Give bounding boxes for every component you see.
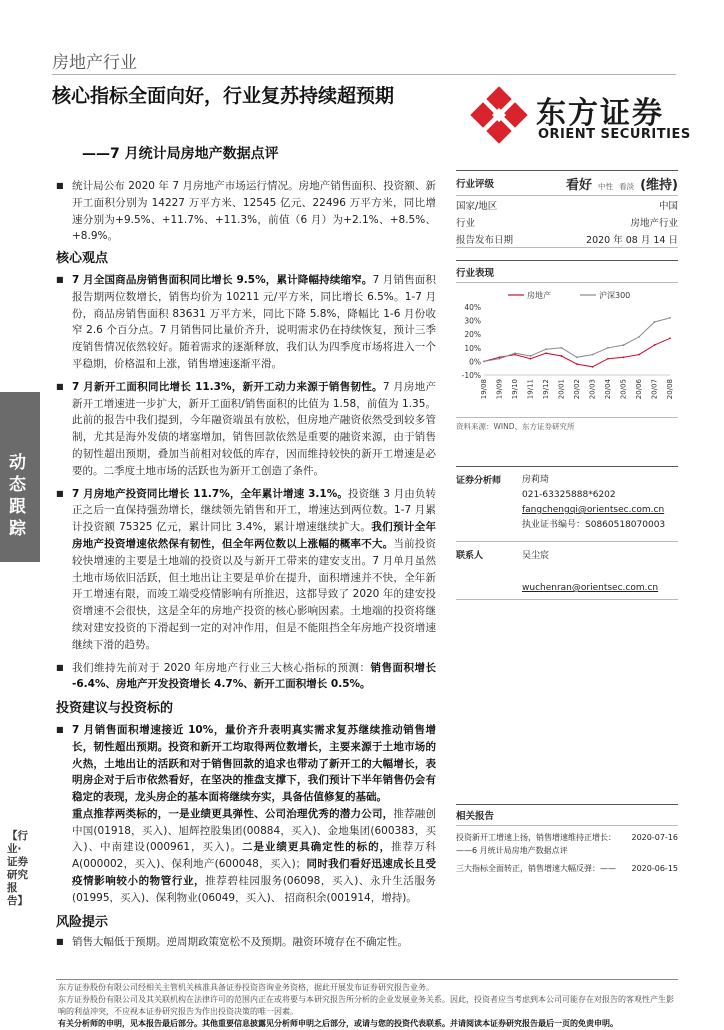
analyst-label: 证券分析师 (456, 476, 502, 486)
related-heading: 相关报告 (456, 811, 495, 822)
side-tab-dynamic: 动态跟踪 (9, 453, 26, 539)
x-tick-label: 20/02 (573, 379, 581, 400)
meta-value: 房地产行业 (630, 217, 678, 229)
y-tick-label: -10% (461, 371, 481, 380)
meta-row-region (456, 196, 678, 213)
related-item[interactable] (456, 831, 678, 857)
top-divider (52, 74, 676, 75)
analyst-email[interactable]: fangchengqi@orientsec.com.cn (522, 505, 665, 515)
perf-divider (456, 282, 678, 283)
data-point (623, 356, 625, 358)
contact-block (456, 548, 678, 593)
chart-source: 资料来源：WIND、东方证券研究所 (456, 422, 575, 431)
perf-heading: 行业表现 (456, 268, 495, 279)
main-column (56, 178, 436, 951)
invest-point-2: 重点推荐两类标的，一是业绩更具弹性、公司治理优秀的潜力公司，推荐融创中国(01918，买入)、旭辉控股集团(00884，买入)、金地集团(600383，买入)、中南建设(000961，买入)。二是业绩更具确定性的标的，推荐万科 A(000002，买入)、保利地产(600048，买入)；同时我们看好迅速成长且受疫情影响较小的物管行业，推荐碧桂园服务(06098，买入)、永升生活服务(01995，买入)、保利物业(06049，买入)、 招商积余(001914，增持)。 (72, 807, 437, 904)
risk-heading: 风险提示 (56, 914, 109, 930)
footer (58, 982, 678, 1030)
meta-value: 2020 年 08 月 14 日 (586, 234, 678, 246)
rating-row (456, 171, 678, 195)
data-point (545, 352, 547, 354)
x-tick-label: 19/12 (542, 379, 550, 400)
data-point (592, 366, 594, 368)
footer-line-1: 东方证券股份有限公司经相关主管机关核准具备证券投资咨询业务资格，据此开展发布证券研究报告业务。 (58, 983, 434, 992)
industry-performance-chart (456, 287, 678, 415)
data-point (669, 317, 671, 319)
data-point (669, 337, 671, 339)
rating-label: 行业评级 (456, 179, 495, 190)
core-point-4: ■ 我们维持先前对于 2020 年房地产行业三大核心指标的预测：销售面积增长 -6.4%、房地产开发投资增长 4.7%、新开工面积增长 0.5%。 (56, 660, 436, 694)
industry-label: 房地产行业 (52, 53, 137, 73)
data-point (545, 348, 547, 350)
data-point (530, 355, 532, 357)
y-tick-label: 40% (464, 303, 481, 312)
x-tick-label: 20/04 (604, 379, 612, 400)
data-point (654, 344, 656, 346)
related-top-rule (456, 804, 678, 805)
analyst-phone: 021-63325888*6202 (522, 490, 616, 500)
x-tick-label: 20/06 (635, 379, 643, 400)
x-tick-label: 20/07 (650, 379, 659, 400)
analyst-details (522, 473, 665, 533)
data-point (638, 354, 640, 356)
contact-name: 吴尘宸 (522, 551, 550, 561)
core-point-3: ■ 7 月房地产投资同比增长 11.7%，全年累计增速 3.1%。投资继 3 月由负转正之后一直保持强劲增长，继续领先销售和开工，增速达到两位数。1-7 月累计投资额 75325 亿元，累计同比 3.4%，累计增速继续扩大。我们预计全年房地产投资增速依然保有韧性，但全年两位数以上涨幅的概率不大。当前投资较快增速的主要是土地端的投资以及与新开工带来的建安支出。7 月单月虽然土地市场依旧活跃，但土地出让主要是单价在提升，面积增速并不快，全年新开工增速有限，而竣工端受疫情影响有所推迟，这都导致了 2020 年的建安投资增速不会很快，这是全年的房地产投资的核心影响因素。土地端的投资将继续对建安投资的下滑起到一定的对冲作用，但是不能阻挡全年房地产投资增速继续下滑的趋势。 (56, 486, 436, 654)
data-point (607, 358, 609, 360)
x-tick-label: 19/08 (480, 379, 488, 400)
footer-line-2: 东方证券股份有限公司及其关联机构在法律许可的范围内正在或将要与本研究报告所分析的企业发展业务关系。因此，投资者应当考虑到本公司可能存在对报告的客观性产生影响的利益冲突，不应视本证券研究报告为作出投资决策的唯一因素。 (58, 995, 674, 1016)
meta-key: 国家/地区 (456, 200, 498, 212)
orient-logo-icon (470, 86, 528, 144)
legend-label: 沪深300 (599, 291, 631, 300)
core-point-1: ■ 7 月全国商品房销售面积同比增长 9.5%，累计降幅持续缩窄。7 月销售面积报告期两位数增长，销售均价为 10211 元/平方米，同比增长 6.5%。1-7 月份，商品房销售面积 83631 万平方米，同比下降 5.8%，降幅比 1-6 月份收窄 2.6 个百分点。7 月销售同比量价齐升，说明需求仍在持续恢复，预计三季度销售情况依然较好。随着需求的逐渐释放，我们认为四季度市场将进入一个平稳期，价格温和上涨，销售增速逐渐平滑。 (56, 272, 436, 373)
core-point-2: ■ 7 月新开工面积同比增长 11.3%，新开工动力来源于销售韧性。7 月房地产新开工增速进一步扩大，新开工面积/销售面积的比值为 1.58，前值为 1.35。此前的报告中我们提到，今年融资端虽有放松，但房地产融资依然受到较多管制，尤其是海外发债的堵塞增加，销售回款依然是重要的融资来源，由于销售的韧性超出预期，叠加当前相对较低的库存，因而维持较快的新开工增速是必要的。二季度土地市场的活跃也为新开工创造了条件。 (56, 379, 436, 480)
meta-key: 行业 (456, 217, 476, 229)
legend-label: 房地产 (527, 291, 551, 300)
meta-divider (456, 247, 678, 248)
data-point (499, 358, 501, 360)
intro-paragraph: ■ 统计局公布 2020 年 7 月房地产市场运行情况。房地产销售面积、投资额、新开工面积分别为 14227 万平方米、12545 亿元、22496 万平方米，同比增速分别为+9.5%、+11.7%、+11.3%，前值（6 月）为+2.1%、+8.5%、+8.9%。 (56, 178, 436, 245)
data-point (607, 347, 609, 349)
x-tick-label: 19/11 (526, 379, 535, 400)
data-point (592, 354, 594, 356)
meta-value: 中国 (658, 200, 678, 212)
rating-negative: 看淡 (619, 181, 635, 191)
invest-point-1: ■ 7 月销售面积增速接近 10%，量价齐升表明真实需求复苏继续推动销售增长，韧性超出预期。投资和新开工均取得两位数增长，主要来源于土地市场的火热，土地出让的活跃和对于销售回款的追求也带动了新开工的大幅增长，表明房企对于后市依然看好，在坚决的推盘支撑下，我们预计下半年销售仍会有稳定的表现，龙头房企的基本面将继续夯实，具备估值修复的基础。 (56, 722, 436, 806)
core-heading: 核心观点 (56, 251, 109, 267)
series-line (484, 338, 670, 367)
report-subtitle: ——7 月统计局房地产数据点评 (82, 146, 279, 162)
related-title: 投资新开工增速上扬，销售增速维持正增长：——6 月统计局房地产数据点评 (456, 833, 616, 855)
data-point (483, 361, 485, 363)
x-tick-label: 20/03 (588, 379, 597, 400)
rating-positive: 看好 (566, 177, 593, 193)
analyst-license: 执业证书编号：S0860518070003 (522, 520, 666, 530)
contact-email[interactable]: wuchenran@orientsec.com.cn (522, 583, 659, 593)
contact-label: 联系人 (456, 551, 484, 561)
analyst-name: 房莉琦 (522, 475, 550, 485)
y-tick-label: 0% (469, 357, 481, 367)
logo-chinese-name: 东方证券 (536, 96, 664, 131)
rating-status: (维持) (640, 177, 678, 193)
meta-row-industry (456, 213, 678, 230)
x-tick-label: 19/10 (511, 379, 519, 400)
footer-rule (56, 979, 678, 980)
data-point (654, 321, 656, 323)
x-tick-label: 19/09 (495, 379, 504, 400)
related-item[interactable] (456, 862, 678, 875)
contact-details (522, 548, 658, 593)
data-point (623, 344, 625, 346)
logo-english-name: ORIENT SECURITIES (538, 127, 691, 142)
data-point (561, 355, 563, 357)
analyst-block (456, 473, 678, 533)
y-tick-label: 30% (464, 316, 481, 326)
x-tick-label: 20/01 (557, 379, 566, 400)
data-point (576, 363, 578, 365)
analyst-top-rule (456, 466, 678, 467)
related-date: 2020-07-16 (631, 833, 678, 842)
data-point (530, 358, 532, 360)
rating-values (566, 174, 678, 193)
contact-divider (456, 541, 678, 542)
chart-bottom-rule (456, 417, 678, 418)
footer-line-3: 有关分析师的申明，见本报告最后部分。其他重要信息披露见分析师申明之后部分，或请与您的投资代表联系。并请阅读本证券研究报告最后一页的免责申明。 (58, 1019, 618, 1028)
x-tick-label: 20/05 (619, 379, 628, 400)
data-point (514, 352, 516, 354)
data-point (638, 336, 640, 338)
meta-key: 报告发布日期 (456, 234, 514, 246)
sidebar (456, 170, 678, 875)
y-tick-label: 10% (464, 343, 481, 353)
rating-neutral: 中性 (598, 181, 614, 191)
risk-text: ■ 销售大幅低于预期。逆周期政策宽松不及预期。融资环境存在不确定性。 (56, 934, 436, 951)
data-point (561, 347, 563, 349)
data-point (576, 356, 578, 358)
x-tick-label: 20/08 (666, 379, 674, 400)
related-divider (456, 825, 678, 826)
side-vertical-label: 【行业·证券研究报告】 (7, 830, 28, 907)
perf-top-rule (456, 260, 678, 261)
related-date: 2020-06-15 (631, 864, 678, 873)
report-title: 核心指标全面向好，行业复苏持续超预期 (52, 85, 395, 107)
related-title: 三大指标全面转正，销售增速大幅反弹：—— (456, 864, 616, 873)
y-tick-label: 20% (464, 330, 481, 340)
invest-heading: 投资建议与投资标的 (56, 701, 174, 717)
meta-row-date (456, 230, 678, 247)
